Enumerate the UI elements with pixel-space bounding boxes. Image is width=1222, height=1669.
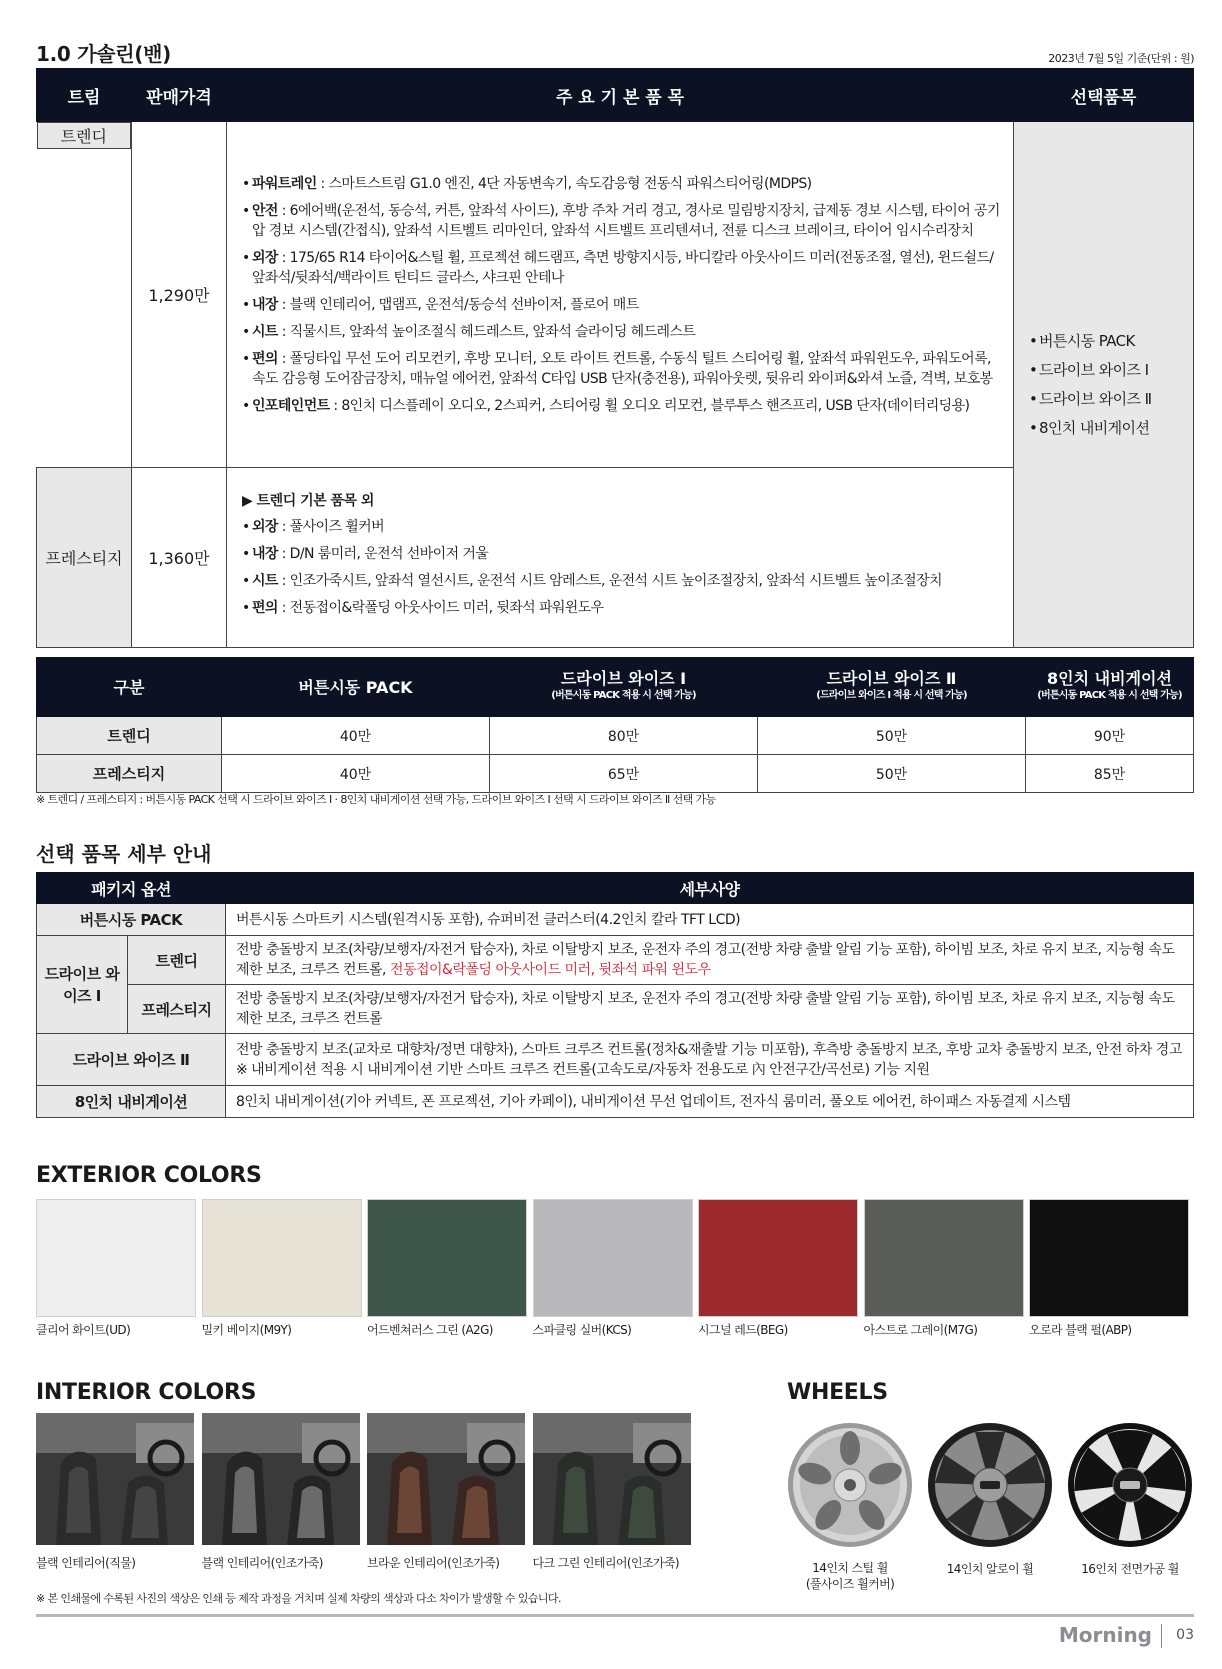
detail-text: 버튼시동 스마트키 시스템(원격시동 포함), 슈퍼비전 클러스터(4.2인치 칼라 TFT LCD)	[226, 904, 1194, 936]
color-swatch	[1029, 1199, 1189, 1317]
option-item: • 버튼시동 PACK	[1029, 330, 1182, 352]
trim-trendy-name: 트렌디	[37, 122, 132, 149]
interior-label: 브라운 인테리어(인조가죽)	[367, 1556, 500, 1570]
feature-item: • 인포테인먼트 : 8인치 디스플레이 오디오, 2스피커, 스티어링 휠 오디오 리모컨, 블루투스 핸즈프리, USB 단자(데이터리딩용)	[242, 396, 1002, 416]
date-note: 2023년 7월 5일 기준(단위 : 원)	[1048, 52, 1194, 65]
price-header-4: 8인치 내비게이션 (버튼시동 PACK 적용 시 선택 가능)	[1026, 658, 1194, 717]
color-swatch-label: 스파클링 실버(KCS)	[532, 1323, 632, 1337]
option-item: • 드라이브 와이즈 Ⅰ	[1029, 359, 1182, 381]
color-swatch	[698, 1199, 858, 1317]
page-number: 03	[1176, 1627, 1194, 1643]
detail-text: 전방 충돌방지 보조(차량/보행자/자전거 탑승자), 차로 이탈방지 보조, 운전자 주의 경고(전방 차량 출발 알림 기능 포함), 하이빔 보조, 차로 유지 보조, 지능형 속도 제한 보조, 크루즈 컨트롤, 전동접이&락폴딩 아웃사이드 미러, 뒷좌석 파워 윈도우	[226, 936, 1194, 985]
header-trim: 트림	[37, 69, 132, 122]
feature-item: • 편의 : 전동접이&락폴딩 아웃사이드 미러, 뒷좌석 파워윈도우	[242, 598, 1002, 618]
trim-trendy-price: 1,290만	[132, 122, 227, 468]
wheel-alloy-16	[1065, 1420, 1195, 1550]
price-cell: 90만	[1026, 717, 1194, 755]
detail-label-trendy: 트렌디	[128, 936, 226, 985]
table-row	[37, 985, 1194, 1034]
price-header-1: 버튼시동 PACK	[222, 658, 490, 717]
feature-item: • 시트 : 직물시트, 앞좌석 높이조절식 헤드레스트, 앞좌석 슬라이딩 헤드레스트	[242, 322, 1002, 342]
feature-item: • 내장 : 블랙 인테리어, 맵램프, 운전석/동승석 선바이저, 플로어 매트	[242, 295, 1002, 315]
color-note: ※ 본 인쇄물에 수록된 사진의 색상은 인쇄 등 제작 과정을 거치며 실제 차량의 색상과 다소 차이가 발생할 수 있습니다.	[36, 1592, 561, 1605]
trim-table	[36, 68, 1194, 648]
feature-item: • 외장 : 175/65 R14 타이어&스틸 휠, 프로젝션 헤드램프, 측면 방향지시등, 바디칼라 아웃사이드 미러(전동조절, 열선), 윈드쉴드/앞좌석/뒷좌석/백라이트 틴티드 글라스, 샤크핀 안테나	[242, 248, 1002, 288]
interior-image	[202, 1413, 360, 1545]
option-item: • 드라이브 와이즈 Ⅱ	[1029, 388, 1182, 410]
detail-label-prestige: 프레스티지	[128, 985, 226, 1034]
wheels-title: WHEELS	[787, 1380, 888, 1405]
interior-image	[36, 1413, 194, 1545]
price-cell: 40만	[222, 717, 490, 755]
table-row	[37, 1034, 1194, 1086]
table-row	[37, 936, 1194, 985]
table-row	[37, 755, 1194, 793]
feature-item: • 시트 : 인조가죽시트, 앞좌석 열선시트, 운전석 시트 암레스트, 운전석 시트 높이조절장치, 앞좌석 시트벨트 높이조절장치	[242, 571, 1002, 591]
color-swatch	[36, 1199, 196, 1317]
price-row-label: 프레스티지	[37, 755, 222, 793]
interior-image	[533, 1413, 691, 1545]
interior-label: 블랙 인테리어(직물)	[36, 1556, 136, 1570]
feature-item: • 편의 : 폴딩타입 무선 도어 리모컨키, 후방 모니터, 오토 라이트 컨트롤, 수동식 틸트 스티어링 휠, 앞좌석 파워윈도우, 파워도어록, 속도 감응형 도어잠금장치, 매뉴얼 에어컨, 앞좌석 C타입 USB 단자(충전용), 파워아웃렛, 뒷유리 와이퍼&와셔 노즐, 격벽, 보호봉	[242, 349, 1002, 389]
wheel-label: 14인치 스틸 휠 (풀사이즈 휠커버)	[805, 1561, 895, 1591]
footer-brand: Morning	[1058, 1623, 1152, 1647]
color-swatch	[367, 1199, 527, 1317]
footer-divider	[1161, 1624, 1162, 1648]
wheel-label: 16인치 전면가공 휠	[1081, 1562, 1179, 1576]
price-header-2: 드라이브 와이즈 Ⅰ (버튼시동 PACK 적용 시 선택 가능)	[490, 658, 758, 717]
color-swatch	[864, 1199, 1024, 1317]
table-row	[37, 904, 1194, 936]
option-item: • 8인치 내비게이션	[1029, 417, 1182, 439]
color-swatch	[533, 1199, 693, 1317]
color-swatch-label: 아스트로 그레이(M7G)	[863, 1323, 978, 1337]
table-row	[37, 717, 1194, 755]
options-cell	[1014, 122, 1194, 648]
detail-label-nav: 8인치 내비게이션	[37, 1086, 226, 1118]
header-options: 선택품목	[1014, 69, 1194, 122]
price-row-label: 트렌디	[37, 717, 222, 755]
color-swatch-label: 어드벤쳐러스 그린 (A2G)	[367, 1323, 493, 1337]
header-features: 주 요 기 본 품 목	[227, 69, 1014, 122]
price-cell: 50만	[758, 717, 1026, 755]
feature-item: • 외장 : 풀사이즈 휠커버	[242, 517, 1002, 537]
price-cell: 40만	[222, 755, 490, 793]
trim-prestige-name: 프레스티지	[37, 468, 132, 648]
detail-label: 버튼시동 PACK	[37, 904, 226, 936]
detail-text: 전방 충돌방지 보조(교차로 대향차/정면 대향차), 스마트 크루즈 컨트롤(정차&재출발 기능 미포함), 후측방 충돌방지 보조, 후방 교차 충돌방지 보조, 안전 하차 경고 ※ 내비게이션 적용 시 내비게이션 기반 스마트 크루즈 컨트롤(고속도로/자동차 전용도로 內 안전구간/곡선로) 기능 지원	[226, 1034, 1194, 1086]
detail-header-spec: 세부사양	[226, 873, 1194, 904]
trim-prestige-price: 1,360만	[132, 468, 227, 648]
option-detail-title: 선택 품목 세부 안내	[36, 842, 212, 866]
wheel-alloy-14	[925, 1420, 1055, 1550]
interior-label: 블랙 인테리어(인조가죽)	[201, 1556, 323, 1570]
color-swatch-label: 클리어 화이트(UD)	[36, 1323, 131, 1337]
option-price-table	[36, 657, 1194, 793]
feature-item: • 내장 : D/N 룸미러, 운전석 선바이저 거울	[242, 544, 1002, 564]
trim-prestige-features	[227, 468, 1014, 648]
color-swatch-label: 시그널 레드(BEG)	[698, 1323, 788, 1337]
color-swatch-label: 오로라 블랙 펄(ABP)	[1029, 1323, 1132, 1337]
exterior-title: EXTERIOR COLORS	[36, 1163, 262, 1188]
interior-title: INTERIOR COLORS	[36, 1380, 257, 1405]
detail-label-dw1: 드라이브 와이즈 Ⅰ	[37, 936, 128, 1034]
color-swatch	[202, 1199, 362, 1317]
detail-text: 전방 충돌방지 보조(차량/보행자/자전거 탑승자), 차로 이탈방지 보조, 운전자 주의 경고(전방 차량 출발 알림 기능 포함), 하이빔 보조, 차로 유지 보조, 지능형 속도 제한 보조, 크루즈 컨트롤	[226, 985, 1194, 1034]
detail-header-package: 패키지 옵션	[37, 873, 226, 904]
price-cell: 65만	[490, 755, 758, 793]
interior-image	[367, 1413, 525, 1545]
wheel-label: 14인치 알로이 휠	[946, 1562, 1034, 1576]
detail-label-dw2: 드라이브 와이즈 Ⅱ	[37, 1034, 226, 1086]
detail-text: 8인치 내비게이션(기아 커넥트, 폰 프로젝션, 기아 카페이), 내비게이션 무선 업데이트, 전자식 룸미러, 풀오토 에어컨, 하이패스 자동결제 시스템	[226, 1086, 1194, 1118]
trim-trendy-features	[227, 122, 1014, 468]
option-detail-table	[36, 872, 1194, 1118]
color-swatch-label: 밀키 베이지(M9Y)	[201, 1323, 292, 1337]
footer-rule	[36, 1614, 1194, 1617]
feature-item: • 파워트레인 : 스마트스트림 G1.0 엔진, 4단 자동변속기, 속도감응형 전동식 파워스티어링(MDPS)	[242, 174, 1002, 194]
wheel-steel	[785, 1420, 915, 1550]
interior-label: 다크 그린 인테리어(인조가죽)	[532, 1556, 679, 1570]
price-cell: 85만	[1026, 755, 1194, 793]
feature-item: • 안전 : 6에어백(운전석, 동승석, 커튼, 앞좌석 사이드), 후방 주차 거리 경고, 경사로 밀림방지장치, 급제동 경보 시스템, 타이어 공기압 경보 시스템(간접식), 앞좌석 시트벨트 리마인더, 앞좌석 시트벨트 프리텐셔너, 전륜 디스크 브레이크, 타이어 임시수리장치	[242, 201, 1002, 241]
prestige-intro: ▶ 트렌디 기본 품목 외	[242, 493, 374, 509]
section-title: 1.0 가솔린(밴)	[36, 42, 171, 66]
header-price: 판매가격	[132, 69, 227, 122]
option-price-note: ※ 트렌디 / 프레스티지 : 버튼시동 PACK 선택 시 드라이브 와이즈 Ⅰ · 8인치 내비게이션 선택 가능, 드라이브 와이즈 Ⅰ 선택 시 드라이브 와이즈 Ⅱ 선택 가능	[36, 793, 716, 806]
price-header-0: 구분	[37, 658, 222, 717]
price-cell: 80만	[490, 717, 758, 755]
price-header-3: 드라이브 와이즈 Ⅱ (드라이브 와이즈 Ⅰ 적용 시 선택 가능)	[758, 658, 1026, 717]
price-cell: 50만	[758, 755, 1026, 793]
table-row	[37, 1086, 1194, 1118]
